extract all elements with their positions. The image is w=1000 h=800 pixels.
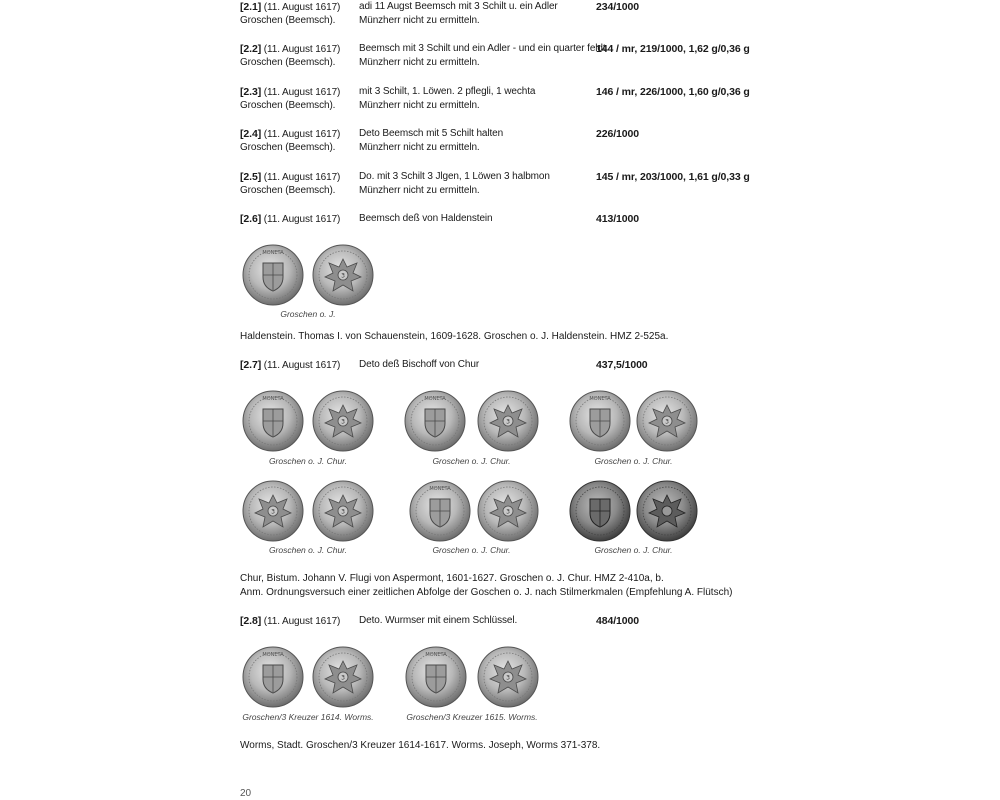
coin-caption: Groschen o. J. <box>280 309 336 319</box>
page-number: 20 <box>240 788 252 799</box>
entry-value: 146 / mr, 226/1000, 1,60 g/0,36 g <box>596 86 750 98</box>
coin-reverse-image <box>635 389 699 453</box>
coin-reverse-image <box>311 243 375 307</box>
entry-desc: Beemsch deß von Haldenstein <box>359 213 493 224</box>
entry-value: 413/1000 <box>596 213 639 225</box>
note-haldenstein: Haldenstein. Thomas I. von Schauenstein, 1609-1628. Groschen o. J. Haldenstein. HMZ 2-525a. <box>240 331 669 342</box>
entry-id: [2.4] <box>240 128 262 140</box>
entry-2-5-head <box>240 170 340 185</box>
entry-master: Münzherr nicht zu ermitteln. <box>359 142 480 153</box>
entry-type: Groschen (Beemsch). <box>240 57 336 68</box>
entry-desc: Deto. Wurmser mit einem Schlüssel. <box>359 615 518 626</box>
entry-date: (11. August 1617) <box>263 214 341 225</box>
coin-reverse-image <box>635 479 699 543</box>
entry-value: 437,5/1000 <box>596 359 648 371</box>
coin-reverse-image <box>311 645 375 709</box>
note-chur-remark: Anm. Ordnungsversuch einer zeitlichen Abfolge der Goschen o. J. nach Stilmerkmalen (Empfehlung A. Flütsch) <box>240 587 733 598</box>
coin-caption: Groschen o. J. Chur. <box>594 456 673 466</box>
entry-2-2-head <box>240 42 340 57</box>
entry-desc: adi 11 Augst Beemsch mit 3 Schilt u. ein Adler <box>359 1 558 12</box>
note-chur: Chur, Bistum. Johann V. Flugi von Aspermont, 1601-1627. Groschen o. J. Chur. HMZ 2-410a, b. <box>240 573 664 584</box>
entry-master: Münzherr nicht zu ermitteln. <box>359 15 480 26</box>
coin-caption: Groschen o. J. Chur. <box>432 456 511 466</box>
coin-caption: Groschen/3 Kreuzer 1615. Worms. <box>406 712 538 722</box>
entry-desc: Deto deß Bischoff von Chur <box>359 359 480 370</box>
entry-master: Münzherr nicht zu ermitteln. <box>359 185 480 196</box>
entry-2-7-head <box>240 358 340 373</box>
entry-date: (11. August 1617) <box>263 2 341 13</box>
coin-reverse-image <box>476 389 540 453</box>
coin-obverse-image <box>568 479 632 543</box>
entry-2-8-head <box>240 614 340 629</box>
entry-desc: Beemsch mit 3 Schilt und ein Adler - und ein quarter feldt <box>359 43 606 54</box>
entry-master: Münzherr nicht zu ermitteln. <box>359 100 480 111</box>
coin-caption: Groschen o. J. Chur. <box>432 545 511 555</box>
coin-reverse-image <box>476 645 540 709</box>
entry-type: Groschen (Beemsch). <box>240 185 336 196</box>
entry-value: 144 / mr, 219/1000, 1,62 g/0,36 g <box>596 43 750 55</box>
entry-id: [2.1] <box>240 1 262 13</box>
coin-obverse-image <box>241 243 305 307</box>
entry-value: 145 / mr, 203/1000, 1,61 g/0,33 g <box>596 171 750 183</box>
coin-caption: Groschen o. J. Chur. <box>594 545 673 555</box>
entry-master: Münzherr nicht zu ermitteln. <box>359 57 480 68</box>
coin-obverse-image <box>404 645 468 709</box>
entry-date: (11. August 1617) <box>263 360 341 371</box>
entry-date: (11. August 1617) <box>263 44 341 55</box>
entry-value: 484/1000 <box>596 615 639 627</box>
entry-id: [2.8] <box>240 615 262 627</box>
entry-desc: Deto Beemsch mit 5 Schilt halten <box>359 128 504 139</box>
entry-type: Groschen (Beemsch). <box>240 142 336 153</box>
entry-id: [2.2] <box>240 43 262 55</box>
entry-2-6-head <box>240 212 340 227</box>
coin-obverse-image <box>403 389 467 453</box>
entry-type: Groschen (Beemsch). <box>240 15 336 26</box>
entry-id: [2.5] <box>240 171 262 183</box>
coin-caption: Groschen o. J. Chur. <box>268 456 348 466</box>
entry-desc: Do. mit 3 Schilt 3 Jlgen, 1 Löwen 3 halbmon <box>359 171 550 182</box>
entry-id: [2.6] <box>240 213 262 225</box>
entry-date: (11. August 1617) <box>263 129 341 140</box>
coin-obverse-image <box>241 479 305 543</box>
coin-obverse-image <box>568 389 632 453</box>
entry-2-3-head <box>240 85 340 100</box>
entry-id: [2.3] <box>240 86 262 98</box>
entry-value: 234/1000 <box>596 1 639 13</box>
entry-value: 226/1000 <box>596 128 639 140</box>
entry-date: (11. August 1617) <box>263 172 341 183</box>
entry-date: (11. August 1617) <box>263 616 341 627</box>
coin-obverse-image <box>408 479 472 543</box>
coin-caption: Groschen/3 Kreuzer 1614. Worms. <box>242 712 374 722</box>
coin-reverse-image <box>311 389 375 453</box>
entry-2-4-head <box>240 127 340 142</box>
entry-id: [2.7] <box>240 359 262 371</box>
entry-desc: mit 3 Schilt, 1. Löwen. 2 pflegli, 1 wechta <box>359 86 536 97</box>
coin-obverse-image <box>241 645 305 709</box>
coin-obverse-image <box>241 389 305 453</box>
coin-caption: Groschen o. J. Chur. <box>268 545 348 555</box>
entry-type: Groschen (Beemsch). <box>240 100 336 111</box>
coin-reverse-image <box>311 479 375 543</box>
note-worms: Worms, Stadt. Groschen/3 Kreuzer 1614-1617. Worms. Joseph, Worms 371-378. <box>240 740 601 751</box>
coin-reverse-image <box>476 479 540 543</box>
entry-date: (11. August 1617) <box>263 87 341 98</box>
entry-2-1-head <box>240 0 340 15</box>
